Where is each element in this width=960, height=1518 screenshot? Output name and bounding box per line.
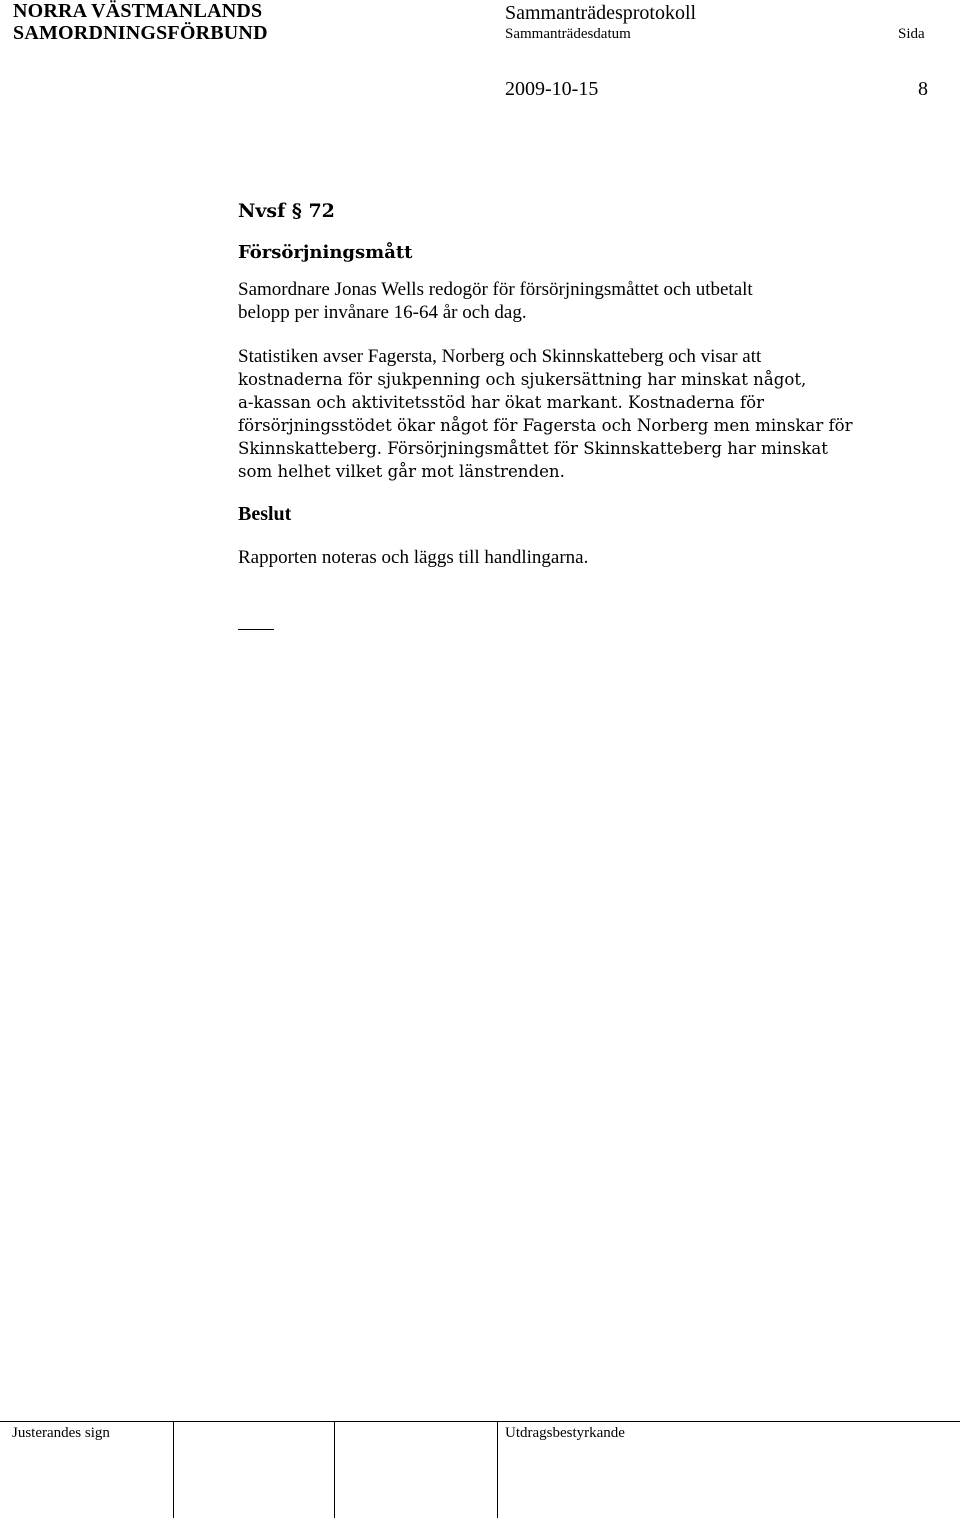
organization-name-line2: SAMORDNINGSFÖRBUND xyxy=(13,22,268,44)
document-type: Sammanträdesprotokoll xyxy=(505,2,697,24)
meeting-date-label: Sammanträdesdatum xyxy=(505,26,631,42)
section-id: Nvsf § 72 xyxy=(238,200,335,222)
page-number: 8 xyxy=(918,78,928,100)
signature-cell xyxy=(173,1422,174,1518)
statistics-line: a-kassan och aktivitetsstöd har ökat markant. Kostnaderna för xyxy=(238,393,765,412)
adjuster-sign-label: Justerandes sign xyxy=(12,1425,110,1441)
signature-footer xyxy=(0,1421,960,1518)
organization-name-line1: NORRA VÄSTMANLANDS xyxy=(13,0,263,22)
statistics-line: försörjningsstödet ökar något för Fagersta och Norberg men minskar för xyxy=(238,416,853,435)
intro-paragraph xyxy=(238,278,928,324)
statistics-line: Statistiken avser Fagersta, Norberg och Skinnskatteberg och visar att xyxy=(238,346,762,367)
intro-line: Samordnare Jonas Wells redogör för försörjningsmåttet och utbetalt xyxy=(238,279,753,300)
decision-text: Rapporten noteras och läggs till handlingarna. xyxy=(238,547,589,568)
statistics-line: Skinnskatteberg. Försörjningsmåttet för Skinnskatteberg har minskat xyxy=(238,439,828,458)
intro-line: belopp per invånare 16-64 år och dag. xyxy=(238,302,527,323)
page-label: Sida xyxy=(898,26,925,42)
statistics-line: kostnaderna för sjukpenning och sjukersättning har minskat något, xyxy=(238,370,807,389)
section-title: Försörjningsmått xyxy=(238,242,413,263)
signature-cell xyxy=(497,1422,498,1518)
decision-heading: Beslut xyxy=(238,503,292,525)
statistics-line: som helhet vilket går mot länstrenden. xyxy=(238,462,565,481)
end-rule xyxy=(238,629,274,630)
meeting-date-value: 2009-10-15 xyxy=(505,78,599,100)
statistics-paragraph xyxy=(238,345,928,483)
protocol-section xyxy=(238,200,928,569)
extract-certification-label: Utdragsbestyrkande xyxy=(505,1425,625,1441)
signature-cell xyxy=(334,1422,335,1518)
